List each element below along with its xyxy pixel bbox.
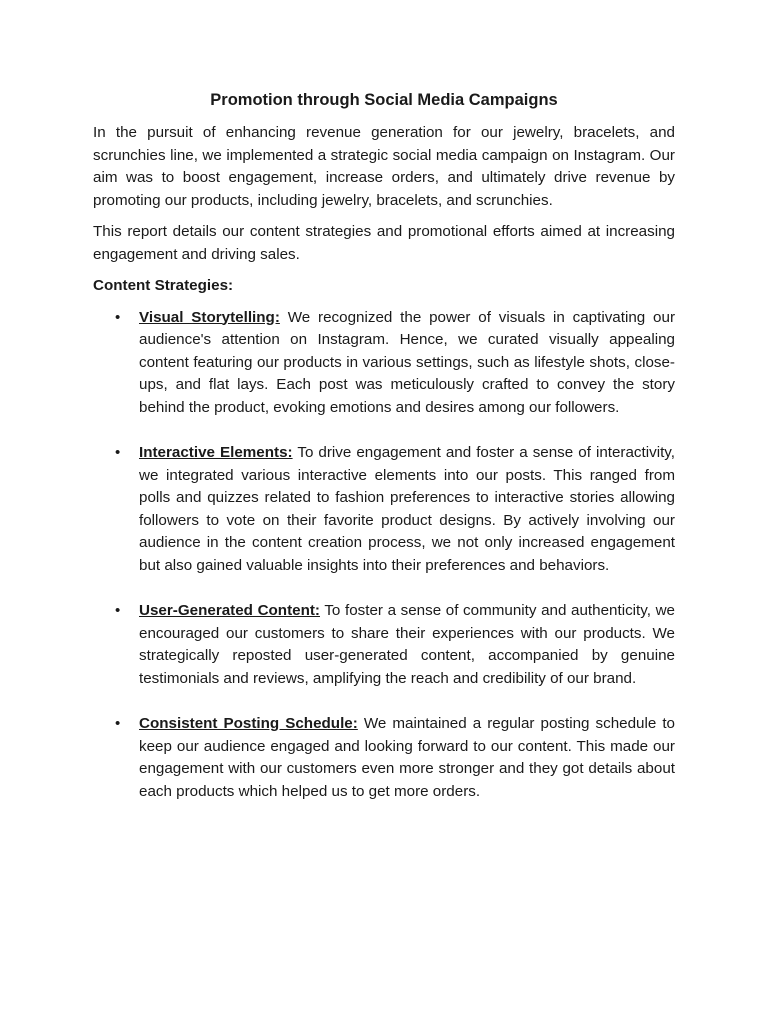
strategy-item-consistent-posting-schedule [93, 713, 675, 803]
strategy-term: Visual Storytelling: [139, 308, 280, 326]
report-summary-paragraph: This report details our content strategies and promotional efforts aimed at increasing engagement and driving sales. [93, 223, 675, 263]
strategy-item-interactive-elements [93, 442, 675, 577]
strategy-term: Consistent Posting Schedule: [139, 715, 358, 732]
strategy-description: To drive engagement and foster a sense of interactivity, we integrated various interactive elements into our posts. This ranged from polls and quizzes related to fashion preferences to interactive stories allowing followers to vote on their favorite product designs. By actively involving our audience in the content creation process, we not only increased engagement but also gained valuable insights into their preferences and behaviors. [139, 444, 675, 574]
strategy-description: We maintained a regular posting schedule to keep our audience engaged and looking forward to our content. This made our engagement with our customers even more stronger and they got details about each products which helped us to get more orders. [139, 715, 675, 800]
bullet-icon: • [115, 715, 121, 732]
document-title: Promotion through Social Media Campaigns [210, 91, 558, 109]
strategy-description: To foster a sense of community and authenticity, we encouraged our customers to share their experiences with our products. We strategically reposted user-generated content, accompanied by genuine testimonials and reviews, amplifying the reach and credibility of our brand. [139, 602, 675, 687]
strategy-item-visual-storytelling [93, 307, 675, 420]
strategy-list [93, 307, 675, 804]
strategy-item-user-generated-content [93, 600, 675, 690]
strategy-term: User-Generated Content: [139, 602, 320, 619]
document-page [93, 88, 675, 826]
strategy-description: We recognized the power of visuals in captivating our audience's attention on Instagram. Hence, we curated visually appealing content featuring our products in various settings, such as lifestyle shots, close-ups, and flat lays. Each post was meticulously crafted to convey the story behind the product, evoking emotions and desires among our followers. [139, 308, 676, 416]
section-heading: Content Strategies: [93, 277, 234, 294]
intro-paragraph: In the pursuit of enhancing revenue generation for our jewelry, bracelets, and scrunchies line, we implemented a strategic social media campaign on Instagram. Our aim was to boost engagement, increase orders, and ultimately drive revenue by promoting our products, including jewelry, bracelets, and scrunchies. [93, 124, 675, 209]
bullet-icon: • [115, 602, 121, 619]
strategy-term: Interactive Elements: [139, 444, 293, 461]
bullet-icon: • [115, 444, 121, 461]
bullet-icon: • [115, 308, 121, 326]
